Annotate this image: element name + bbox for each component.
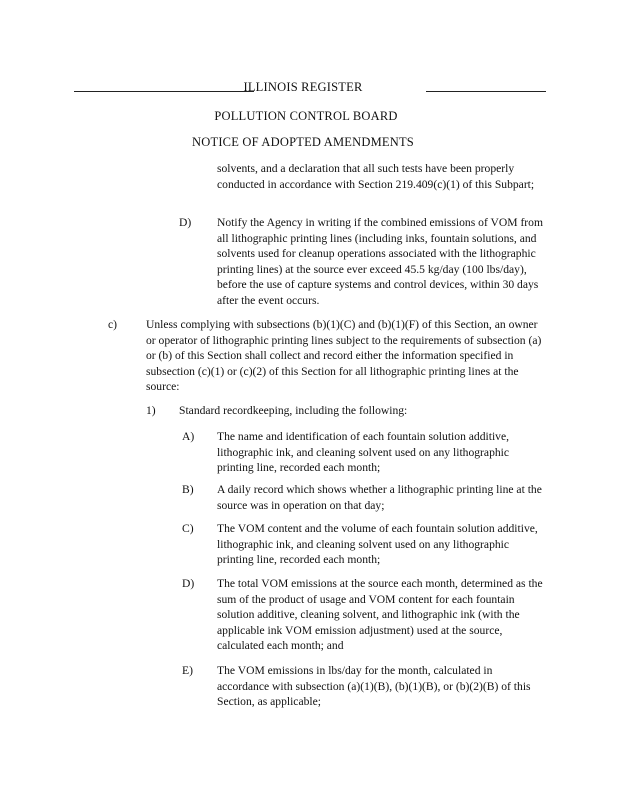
- item-a-label: A): [182, 430, 195, 443]
- item-d-top-text: Notify the Agency in writing if the combined emissions of VOM from all lithographic printing lines (including inks, fountain solutions, and solvents used for cleanup operations associated with the lithographic printing lines) at the source ever exceed 45.5 kg/day (100 lbs/day), before the use of capture systems and control devices, within 30 days after the event occurs.: [217, 216, 543, 307]
- section-c-label: c): [108, 318, 118, 331]
- item-e-label: E): [182, 664, 193, 677]
- board-title: POLLUTION CONTROL BOARD: [214, 109, 398, 123]
- notice-title: NOTICE OF ADOPTED AMENDMENTS: [192, 135, 414, 149]
- item-d-top-label: D): [179, 216, 192, 229]
- item-e-text: The VOM emissions in lbs/day for the month, calculated in accordance with subsection (a)(1)(B), (b)(1)(B), or (b)(2)(B) of this Section, as applicable;: [217, 664, 531, 709]
- subsection-1-text: Standard recordkeeping, including the following:: [179, 404, 408, 417]
- item-d-text: The total VOM emissions at the source each month, determined as the sum of the product of usage and VOM content for each fountain solution additive, cleaning solvent, and lithographic ink (with the applicable ink VOM emission adjustment) used at the source, calculated each month; and: [217, 577, 543, 653]
- item-b-text: A daily record which shows whether a lithographic printing line at the source was in operation on that day;: [217, 483, 542, 512]
- register-title: ILLINOIS REGISTER: [243, 80, 363, 94]
- section-c-text: Unless complying with subsections (b)(1)(C) and (b)(1)(F) of this Section, an owner or operator of lithographic printing lines subject to the requirements of subsection (a) or (b) of this Section shall collect and record either the information specified in subsection (c)(1) or (c)(2) of this Section for all lithographic printing lines at the source:: [146, 318, 542, 394]
- item-b-label: B): [182, 483, 194, 496]
- continuation-paragraph: solvents, and a declaration that all such tests have been properly conducted in accordance with Section 219.409(c)(1) of this Subpart;: [217, 162, 535, 191]
- item-c-label: C): [182, 522, 194, 535]
- item-c-text: The VOM content and the volume of each fountain solution additive, lithographic ink, and cleaning solvent used on any lithographic printing line, recorded each month;: [217, 522, 538, 567]
- item-a-text: The name and identification of each fountain solution additive, lithographic ink, and cleaning solvent used on any lithographic printing line, recorded each month;: [217, 430, 510, 475]
- item-d-label: D): [182, 577, 195, 590]
- subsection-1-label: 1): [146, 404, 156, 417]
